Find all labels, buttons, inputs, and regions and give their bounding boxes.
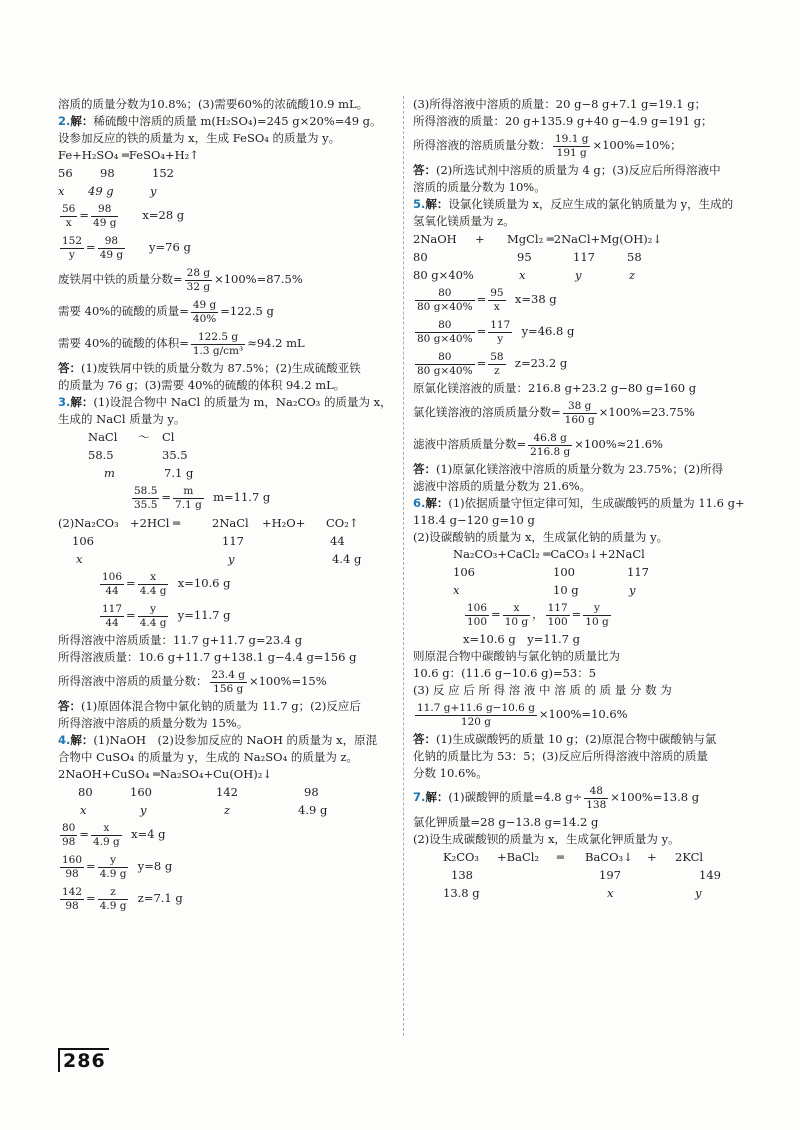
text-line: 化钠的质量比为 53：5；(3)反应后所得溶液中溶质的质量 bbox=[413, 749, 708, 763]
cell: Cl bbox=[162, 430, 175, 444]
chemical-equation: Fe+H₂SO₄ ═FeSO₄+H₂↑ bbox=[58, 148, 199, 162]
formula-row: 氯化镁溶液的溶质质量分数= $\frac{38 g}{160 g}$ ×100%=23.75% bbox=[413, 399, 695, 426]
cell: 7.1 g bbox=[164, 466, 194, 480]
formula-row: 需要 40%的硫酸的体积= $\frac{122.5 g}{\text{1.3 g/cm³}}$ ≈94.2 mL bbox=[58, 330, 305, 357]
fraction: $\frac{m}{7.1 g}$ bbox=[175, 484, 202, 511]
fraction: $\frac{80}{98}$ bbox=[62, 821, 76, 848]
text-line: 则原混合物中碳酸钠与氯化钠的质量比为 bbox=[413, 649, 620, 663]
solution-label: 解： bbox=[70, 114, 94, 128]
proportion-row: $\frac{117}{44}$ = $\frac{y}{4.4 g}$ y=11.7 g bbox=[102, 602, 231, 629]
text-line: x=10.6 g y=11.7 g bbox=[463, 632, 580, 646]
proportion-row: $\frac{80}{80 g\times 40\%}$ = $\frac{95}{x}$ x=38 g bbox=[417, 286, 557, 313]
text-line: (2)设生成碳酸钡的质量为 x，生成氯化钾质量为 y。 bbox=[413, 832, 680, 846]
answer-label: 答： bbox=[58, 699, 81, 713]
fraction: $\frac{80}{80 g\times 40\%}$ bbox=[417, 318, 473, 345]
equation-row: x 10 g y bbox=[453, 583, 636, 597]
equation-row bbox=[58, 428, 396, 446]
text-line: 的质量为 76 g；(3)需要 40%的硫酸的体积 94.2 mL。 bbox=[58, 378, 346, 392]
answer-line: 答：(2)所选试剂中溶质的质量为 4 g；(3)反应后所得溶液中 bbox=[413, 163, 721, 177]
text-line: 氯化钾质量=28 g−13.8 g=14.2 g bbox=[413, 815, 599, 829]
result: y=76 g bbox=[149, 240, 191, 254]
fraction: $\frac{122.5 g}{\text{1.3 g/cm³}}$ bbox=[192, 330, 244, 357]
proportion-row: $\frac{152}{y}$ = $\frac{98}{49 g}$ y=76 g bbox=[62, 234, 191, 261]
fraction: $\frac{80}{80 g\times 40\%}$ bbox=[417, 286, 473, 313]
fraction: $\frac{142}{98}$ bbox=[62, 885, 83, 912]
equation-row: 2NaOH + MgCl₂ ═2NaCl+Mg(OH)₂↓ bbox=[413, 232, 662, 246]
problem-5-line: 5.解：设氯化镁质量为 x，反应生成的氯化钠质量为 y，生成的 bbox=[413, 197, 734, 211]
fraction: $\frac{23.4 g}{156 g}$ bbox=[211, 668, 245, 695]
fraction: $\frac{46.8 g}{216.8 g}$ bbox=[530, 431, 571, 458]
result: x=28 g bbox=[142, 208, 185, 222]
equation-row bbox=[58, 164, 396, 182]
proportion-row: $\frac{160}{98}$ = $\frac{y}{4.9 g}$ y=8 g bbox=[62, 853, 173, 880]
proportion-row: $\frac{80}{98}$ = $\frac{x}{4.9 g}$ x=4 g bbox=[62, 821, 166, 848]
solution-label: 解： bbox=[425, 197, 449, 211]
fraction: $\frac{19.1 g}{191 g}$ bbox=[555, 132, 589, 159]
equation-row bbox=[58, 446, 396, 464]
problem-number: 5. bbox=[413, 197, 426, 211]
fraction: $\frac{11.7 g+11.6 g-10.6 g}{120 g}$ bbox=[417, 701, 535, 728]
equation-row: x y 4.4 g bbox=[76, 552, 362, 566]
proportion-row: $\frac{142}{98}$ = $\frac{z}{4.9 g}$ z=7.1 g bbox=[62, 885, 183, 912]
problem-4-line: 4.解：(1)NaOH (2)设参加反应的 NaOH 的质量为 x，原混 bbox=[58, 733, 378, 747]
solution-label: 解： bbox=[70, 395, 94, 409]
text-line: 滤液中溶质的质量分数为 21.6%。 bbox=[413, 479, 592, 493]
equation-row bbox=[58, 464, 396, 482]
text-line: 所得溶液质量：10.6 g+11.7 g+138.1 g−4.4 g=156 g bbox=[58, 650, 357, 664]
left-column bbox=[58, 96, 396, 915]
fraction: $\frac{117}{100}$ bbox=[547, 601, 568, 628]
proportion-row: $\frac{56}{x}$ = $\frac{98}{49 g}$ x=28 g bbox=[62, 202, 185, 229]
proportion-row: $\frac{106}{44}$ = $\frac{x}{4.4 g}$ x=10.6 g bbox=[102, 570, 231, 597]
problem-3-line: 3.解：(1)设混合物中 NaCl 的质量为 m，Na₂CO₃ 的质量为 x， bbox=[58, 395, 392, 409]
text-line: 所得溶液的质量：20 g+135.9 g+40 g−4.9 g=191 g； bbox=[413, 114, 713, 128]
chemical-equation: Na₂CO₃+CaCl₂ ═CaCO₃↓+2NaCl bbox=[453, 547, 645, 561]
cell: ～ bbox=[138, 430, 150, 444]
problem-7-line: 7.解：(1)碳酸钾的质量=4.8 g÷ $\frac{48}{138}$ ×100%=13.8 g bbox=[413, 784, 700, 811]
text-line: 原氯化镁溶液的质量：216.8 g+23.2 g−80 g=160 g bbox=[413, 381, 697, 395]
equation-row: (2)Na₂CO₃ +2HCl ═ 2NaCl +H₂O+ CO₂↑ bbox=[58, 516, 359, 530]
solution-label: 解： bbox=[425, 496, 449, 510]
cell: NaCl bbox=[88, 430, 118, 444]
answer-line: 答：(1)生成碳酸钙的质量 10 g；(2)原混合物中碳酸钠与氯 bbox=[413, 732, 717, 746]
text: 稀硫酸中溶质的质量 m(H₂SO₄)=245 g×20%=49 g。 bbox=[93, 114, 382, 128]
fraction: $\frac{y}{4.4 g}$ bbox=[139, 602, 167, 629]
equation-row: 106 100 117 bbox=[453, 565, 649, 579]
fraction: $\frac{56}{x}$ bbox=[62, 202, 76, 229]
answer-line: 答：(1)原固体混合物中氯化钠的质量为 11.7 g；(2)反应后 bbox=[58, 699, 361, 713]
answer-label: 答： bbox=[413, 163, 436, 177]
text-line: 氢氧化镁质量为 z。 bbox=[413, 214, 515, 228]
chemical-equation: 2NaOH+CuSO₄ ═Na₂SO₄+Cu(OH)₂↓ bbox=[58, 767, 272, 781]
text-line: 所得溶液中溶质的质量分数为 15%。 bbox=[58, 716, 249, 730]
equation-row: 80 g×40% x y z bbox=[413, 268, 636, 282]
equation-row bbox=[58, 182, 396, 200]
text-line: (3) 反 应 后 所 得 溶 液 中 溶 质 的 质 量 分 数 为 bbox=[413, 683, 672, 697]
cell: 56 bbox=[58, 166, 73, 180]
fraction: $\frac{48}{138}$ bbox=[586, 784, 607, 811]
fraction: $\frac{y}{4.9 g}$ bbox=[99, 853, 127, 880]
right-column bbox=[413, 96, 763, 902]
solution-label: 解： bbox=[425, 790, 449, 804]
proportion-row: $\frac{58.5}{35.5}$ = $\frac{m}{7.1 g}$ m=11.7 g bbox=[134, 484, 271, 511]
problem-number: 6. bbox=[413, 496, 426, 510]
problem-number: 7. bbox=[413, 790, 426, 804]
problem-2-line bbox=[58, 113, 396, 130]
text-line: 10.6 g：(11.6 g−10.6 g)=53：5 bbox=[413, 666, 597, 680]
text-line: 设参加反应的铁的质量为 x，生成 FeSO₄ 的质量为 y。 bbox=[58, 131, 341, 145]
fraction: $\frac{28 g}{32 g}$ bbox=[186, 266, 211, 293]
problem-number: 4. bbox=[58, 733, 71, 747]
fraction: $\frac{117}{y}$ bbox=[490, 318, 511, 345]
equation-row: 80 160 142 98 bbox=[78, 785, 319, 799]
text-line: 所得溶液中溶质质量：11.7 g+11.7 g=23.4 g bbox=[58, 633, 303, 647]
cell: 49 g bbox=[88, 184, 114, 198]
formula-row: 废铁屑中铁的质量分数= $\frac{28 g}{32 g}$ ×100%=87.5% bbox=[58, 266, 303, 293]
formula-row: 需要 40%的硫酸的质量= $\frac{49 g}{40\%}$ =122.5 g bbox=[58, 298, 274, 325]
answer-label: 答： bbox=[413, 732, 436, 746]
column-divider bbox=[403, 96, 404, 1036]
equation-row: 80 95 117 58 bbox=[413, 250, 642, 264]
proportion-row: $\frac{80}{80 g\times 40\%}$ = $\frac{117}{y}$ y=46.8 g bbox=[417, 318, 575, 345]
formula-row: 所得溶液中溶质的质量分数： $\frac{23.4 g}{156 g}$ ×100%=15% bbox=[58, 668, 327, 695]
answer-line: 答：(1)原氯化镁溶液中溶质的质量分数为 23.75%；(2)所得 bbox=[413, 462, 724, 476]
answer-label: 答： bbox=[58, 361, 81, 375]
fraction: $\frac{98}{49 g}$ bbox=[99, 234, 124, 261]
fraction: $\frac{98}{49 g}$ bbox=[93, 202, 117, 229]
fraction: $\frac{38 g}{160 g}$ bbox=[564, 399, 595, 426]
problem-number: 2. bbox=[58, 114, 71, 128]
fraction: $\frac{x}{4.9 g}$ bbox=[93, 821, 120, 848]
text-line: 溶质的质量分数为 10%。 bbox=[413, 180, 546, 194]
fraction: $\frac{152}{y}$ bbox=[62, 234, 83, 261]
fraction: $\frac{x}{4.4 g}$ bbox=[139, 570, 167, 597]
text-line: 合物中 CuSO₄ 的质量为 y，生成的 Na₂SO₄ 的质量为 z。 bbox=[58, 750, 359, 764]
formula-row: $\frac{11.7 g+11.6 g-10.6 g}{120 g}$ ×100%=10.6% bbox=[417, 701, 628, 728]
proportion-row: $\frac{80}{80 g\times 40\%}$ = $\frac{58}{z}$ z=23.2 g bbox=[417, 350, 568, 377]
fraction: $\frac{117}{44}$ bbox=[102, 602, 123, 629]
equation-row: 106 117 44 bbox=[72, 534, 345, 548]
text-line: (2)设碳酸钠的质量为 x，生成氯化钠的质量为 y。 bbox=[413, 530, 669, 544]
text-line: 生成的 NaCl 质量为 y。 bbox=[58, 412, 186, 426]
cell: 98 bbox=[100, 166, 115, 180]
cell: 152 bbox=[152, 166, 174, 180]
text-line: 溶质的质量分数为10.8%；(3)需要60%的浓硫酸10.9 mL。 bbox=[58, 97, 369, 111]
answer-label: 答： bbox=[413, 462, 436, 476]
formula-row: 滤液中溶质质量分数= $\frac{46.8 g}{216.8 g}$ ×100%≈21.6% bbox=[413, 431, 663, 458]
fraction: $\frac{x}{10 g}$ bbox=[504, 601, 529, 628]
problem-6-line: 6.解：(1)依据质量守恒定律可知，生成碳酸钙的质量为 11.6 g+ bbox=[413, 496, 745, 510]
fraction: $\frac{106}{44}$ bbox=[102, 570, 123, 597]
cell: 58.5 bbox=[88, 448, 114, 462]
problem-number: 3. bbox=[58, 395, 71, 409]
equation-row: 138 197 149 bbox=[451, 868, 721, 882]
cell: m bbox=[104, 466, 115, 480]
text-line: 118.4 g−120 g=10 g bbox=[413, 513, 535, 527]
fraction: $\frac{58}{z}$ bbox=[490, 350, 504, 377]
cell: y bbox=[150, 184, 157, 198]
solution-label: 解： bbox=[70, 733, 94, 747]
fraction: $\frac{z}{4.9 g}$ bbox=[99, 885, 127, 912]
answer-line: 答：(1)废铁屑中铁的质量分数为 87.5%；(2)生成硫酸亚铁 bbox=[58, 361, 361, 375]
page-number: 286 bbox=[58, 1048, 109, 1072]
proportion-row: $\frac{106}{100}$ = $\frac{x}{10 g}$ ， $\frac{117}{100}$ = $\frac{y}{10 g}$ bbox=[467, 601, 609, 628]
formula-row: 所得溶液的溶质质量分数： $\frac{19.1 g}{191 g}$ ×100%=10%； bbox=[413, 132, 682, 159]
text-line: 分数 10.6%。 bbox=[413, 766, 488, 780]
fraction: $\frac{95}{x}$ bbox=[490, 286, 504, 313]
fraction: $\frac{106}{100}$ bbox=[467, 601, 488, 628]
cell: x bbox=[58, 184, 65, 198]
fraction: $\frac{80}{80 g\times 40\%}$ bbox=[417, 350, 473, 377]
equation-row: x y z 4.9 g bbox=[80, 803, 328, 817]
equation-row: 13.8 g x y bbox=[443, 886, 702, 900]
fraction: $\frac{58.5}{35.5}$ bbox=[134, 484, 158, 511]
fraction: $\frac{160}{98}$ bbox=[62, 853, 83, 880]
text-line: (3)所得溶液中溶质的质量：20 g−8 g+7.1 g=19.1 g； bbox=[413, 97, 707, 111]
equation-row: K₂CO₃ +BaCl₂ ═ BaCO₃↓ + 2KCl bbox=[443, 850, 704, 864]
cell: 35.5 bbox=[162, 448, 188, 462]
fraction: $\frac{49 g}{40\%}$ bbox=[192, 298, 217, 325]
fraction: $\frac{y}{10 g}$ bbox=[585, 601, 609, 628]
